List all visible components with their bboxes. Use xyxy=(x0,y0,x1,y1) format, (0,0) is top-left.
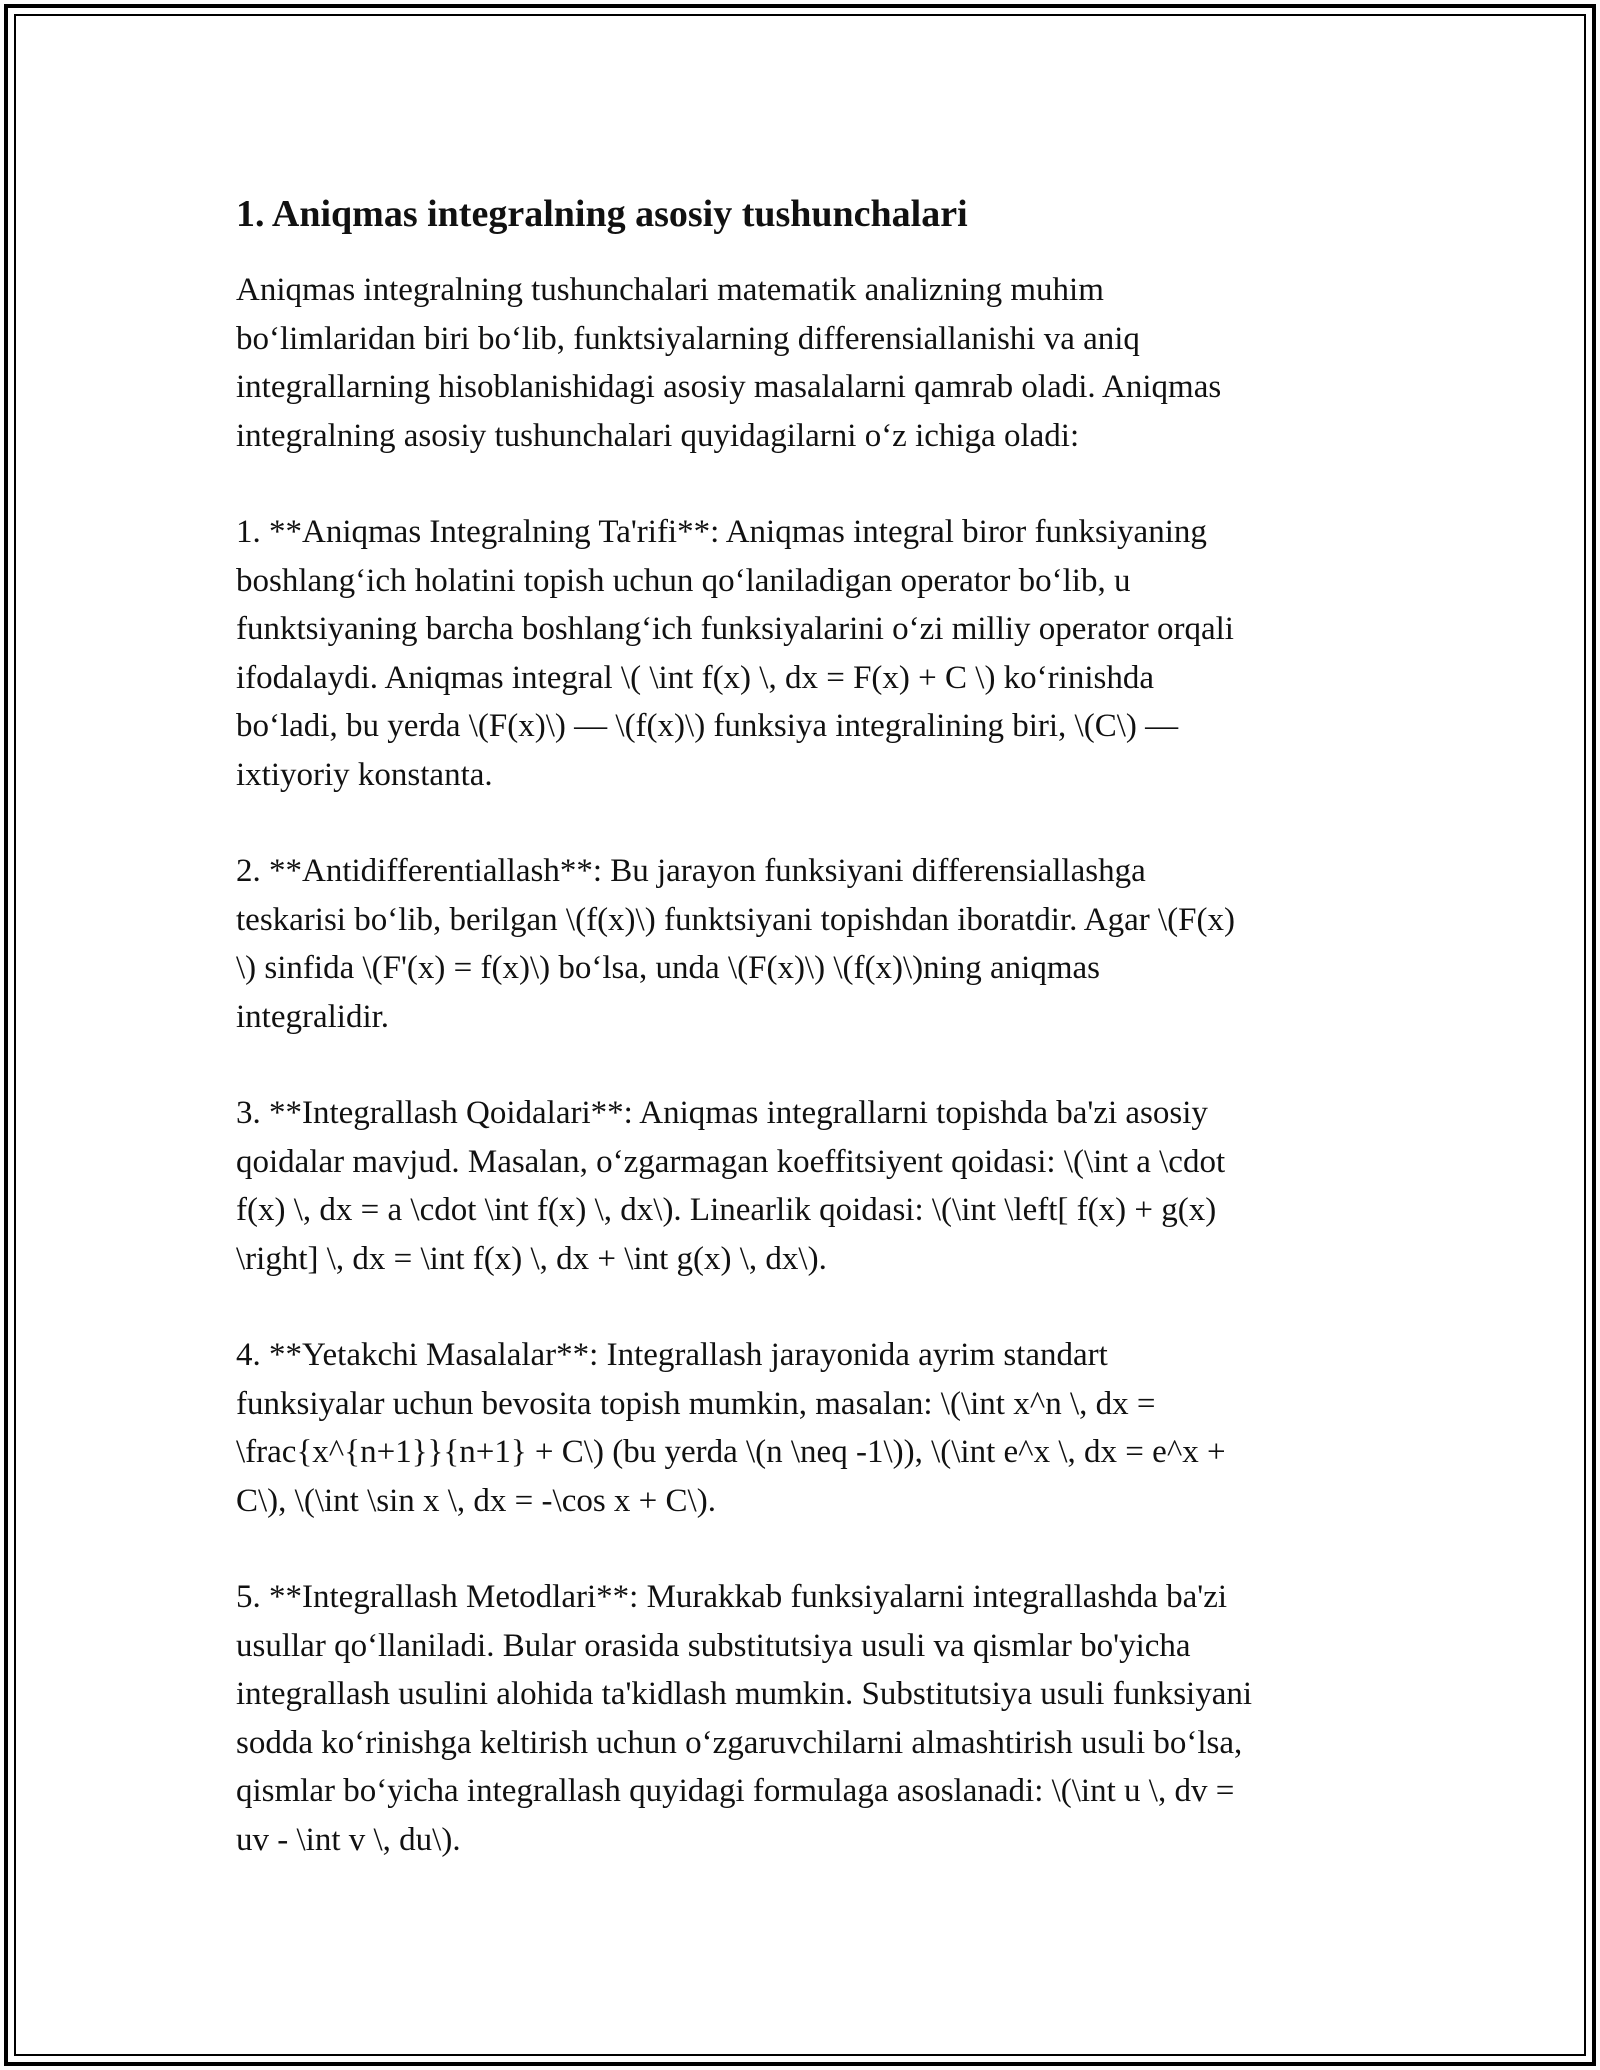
document-body xyxy=(236,186,1366,1864)
paragraph-integration-methods: 5. **Integrallash Metodlari**: Murakkab funksiyalarni integrallashda ba'zi usullar qo‘llaniladi. Bular orasida substitutsiya usuli va qismlar bo'yicha integrallash usulini alohida ta'kidlash mumkin. Substitutsiya usuli funksiyani sodda ko‘rinishga keltirish uchun o‘zgaruvchilarni almashtirish usuli bo‘lsa, qismlar bo‘yicha integrallash quyidagi formulaga asoslanadi: \(\int u \, dv = uv - \int v \, du\). xyxy=(236,1579,1253,1858)
intro-paragraph: Aniqmas integralning tushunchalari matematik analizning muhim bo‘limlaridan biri bo‘lib, funktsiyalarning differensiallanishi va aniq integrallarning hisoblanishidagi asosiy masalalarni qamrab oladi. Aniqmas integralning asosiy tushunchalari quyidagilarni o‘z ichiga oladi: xyxy=(236,272,1222,454)
paragraph-antidifferentiation: 2. **Antidifferentiallash**: Bu jarayon funksiyani differensiallashga teskarisi bo‘lib, berilgan \(f(x)\) funktsiyani topishdan iboratdir. Agar \(F(x) \) sinfida \(F'(x) = f(x)\) bo‘lsa, unda \(F(x)\) \(f(x)\)ning aniqmas integralidir. xyxy=(236,853,1235,1035)
paragraph-integration-rules: 3. **Integrallash Qoidalari**: Aniqmas integrallarni topishda ba'zi asosiy qoidalar mavjud. Masalan, o‘zgarmagan koeffitsiyent qoidasi: \(\int a \cdot f(x) \, dx = a \cdot \int f(x) \, dx\). Linearlik qoidasi: \(\int \left[ f(x) + g(x) \right] \, dx = \int f(x) \, dx + \int g(x) \, dx\). xyxy=(236,1095,1226,1277)
paragraph-definition: 1. **Aniqmas Integralning Ta'rifi**: Aniqmas integral biror funksiyaning boshlang‘ich holatini topish uchun qo‘laniladigan operator bo‘lib, u funktsiyaning barcha boshlang‘ich funksiyalarini o‘zi milliy operator orqali ifodalaydi. Aniqmas integral \( \int f(x) \, dx = F(x) + C \) ko‘rinishda bo‘ladi, bu yerda \(F(x)\) — \(f(x)\) funksiya integralining biri, \(C\) — ixtiyoriy konstanta. xyxy=(236,514,1234,793)
section-heading: 1. Aniqmas integralning asosiy tushunchalari xyxy=(236,193,968,235)
paragraph-standard-problems: 4. **Yetakchi Masalalar**: Integrallash jarayonida ayrim standart funksiyalar uchun bevosita topish mumkin, masalan: \(\int x^n \, dx = \frac{x^{n+1}}{n+1} + C\) (bu yerda \(n \neq -1\)), \(\int e^x \, dx = e^x + C\), \(\int \sin x \, dx = -\cos x + C\). xyxy=(236,1337,1226,1519)
